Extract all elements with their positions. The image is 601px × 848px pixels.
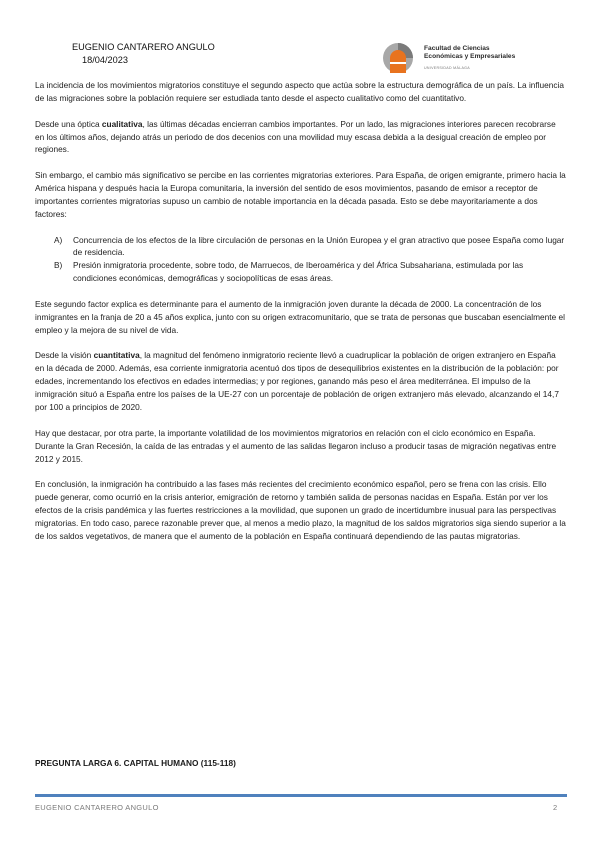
list-item — [35, 259, 566, 285]
document-body — [35, 79, 566, 556]
header-author: EUGENIO CANTARERO ANGULO — [72, 42, 215, 52]
paragraph-qualitative-lead: Desde una óptica — [35, 118, 102, 129]
bold-quantitative: cuantitativa — [93, 350, 140, 361]
paragraph-quantitative-lead: Desde la visión — [35, 350, 94, 361]
bold-qualitative: cualitativa — [101, 118, 143, 129]
footer-divider — [35, 794, 567, 797]
paragraph-quantitative — [35, 349, 566, 414]
footer-author: EUGENIO CANTARERO ANGULO — [35, 803, 159, 812]
question-heading: PREGUNTA LARGA 6. CAPITAL HUMANO (115-118) — [35, 758, 236, 768]
faculty-logo — [381, 40, 531, 80]
page-number: 2 — [553, 803, 558, 812]
logo-title — [424, 45, 515, 61]
list-item-label: B) — [54, 260, 63, 271]
list-item-text: Presión inmigratoria procedente, sobre todo, de Marruecos, de Iberoamérica y del África Subsahariana, estimulada por las condiciones económicas, demográficas y sociopolíticas de esas áreas. — [73, 260, 524, 284]
paragraph-young-immigration: Este segundo factor explica es determinante para el aumento de la inmigración joven durante la década de 2000. La concentración de los inmigrantes en la franja de 20 a 45 años explica, junto con su origen extracomunitario, que se trata de personas que buscaban esencialmente el empleo y la mejora de su nivel de vida. — [35, 298, 565, 335]
paragraph-intro: La incidencia de los movimientos migratorios constituye el segundo aspecto que actúa sobre la estructura demográfica de un país. La influencia de las migraciones sobre la población requiere ser estudiada tanto desde el aspecto cualitativo como del cuantitativo. — [35, 80, 565, 103]
paragraph-quantitative-rest: , la magnitud del fenómeno inmigratorio reciente llevó a cuadruplicar la población de origen extranjero en España en la década de 2000. Además, esa corriente inmigratoria acentuó dos tipos de desequilibrios existentes en la distribución de la población: por edades, incrementando los efectivos en edades intermedias; y por regiones, ganando más peso el área mediterránea. El impulso de la inmigración situó a España entre los países de la UE-27 con un porcentaje de población de origen extranjero más elevado, alcanzando el 14,7 por 100 a principios de 2020. — [35, 350, 559, 413]
list-item — [35, 234, 566, 260]
paragraph-qualitative-rest: , las últimas décadas encierran cambios importantes. Por un lado, las migraciones interiores parecen recobrarse en los últimos años, dejando atrás un periodo de dos decenios con una movilidad muy escasa debida a la desigual creación de empleo por regiones. — [35, 118, 556, 155]
paragraph-exterior-migration: Sin embargo, el cambio más significativo se percibe en las corrientes migratorias exteriores. Para España, de origen emigrante, primero hacia la América hispana y después hacia la Europa comunitaria, la inversión del sentido de esos movimientos, pasando de emisor a receptor de importantes corrientes migratorias supuso un cambio de notable importancia en la década pasada. Esto se debe mayoritariamente a dos factores: — [35, 170, 566, 219]
list-item-text: Concurrencia de los efectos de la libre circulación de personas en la Unión Europea y el gran atractivo que posee España como lugar de residencia. — [73, 234, 565, 258]
header-block — [72, 41, 215, 67]
logo-line-1: Facultad de Ciencias — [424, 45, 490, 52]
paragraph-conclusion: En conclusión, la inmigración ha contribuido a las fases más recientes del crecimiento económico español, pero se frena con las crisis. Ello puede generar, como ocurrió en la crisis anterior, emigración de retorno y también salida de personas nacidas en España. Están por ver los efectos de la crisis pandémica y las fuertes restricciones a la movilidad, que suponen un grado de incertidumbre inusual para las perspectivas migratorias. En todo caso, parece razonable prever que, al menos a medio plazo, la magnitud de los saldos migratorios siga siendo superior a la de los saldos vegetativos, de manera que el aumento de la población en España continuará dependiendo de las pautas migratorias. — [35, 479, 566, 541]
paragraph-qualitative — [35, 118, 566, 157]
header-date: 18/04/2023 — [82, 55, 128, 65]
factors-list — [35, 234, 566, 286]
paragraph-volatility: Hay que destacar, por otra parte, la importante volatilidad de los movimientos migratorios en relación con el ciclo económico en España. Durante la Gran Recesión, la caída de las entradas y el aumento de las salidas llegaron incluso a producir tasas de migración negativas entre 2012 y 2015. — [35, 427, 557, 464]
logo-subline: UNIVERSIDAD MÁLAGA — [424, 66, 470, 70]
logo-line-2: Económicas y Empresariales — [424, 53, 516, 60]
list-item-label: A) — [54, 234, 63, 245]
university-logo-icon — [381, 40, 421, 76]
